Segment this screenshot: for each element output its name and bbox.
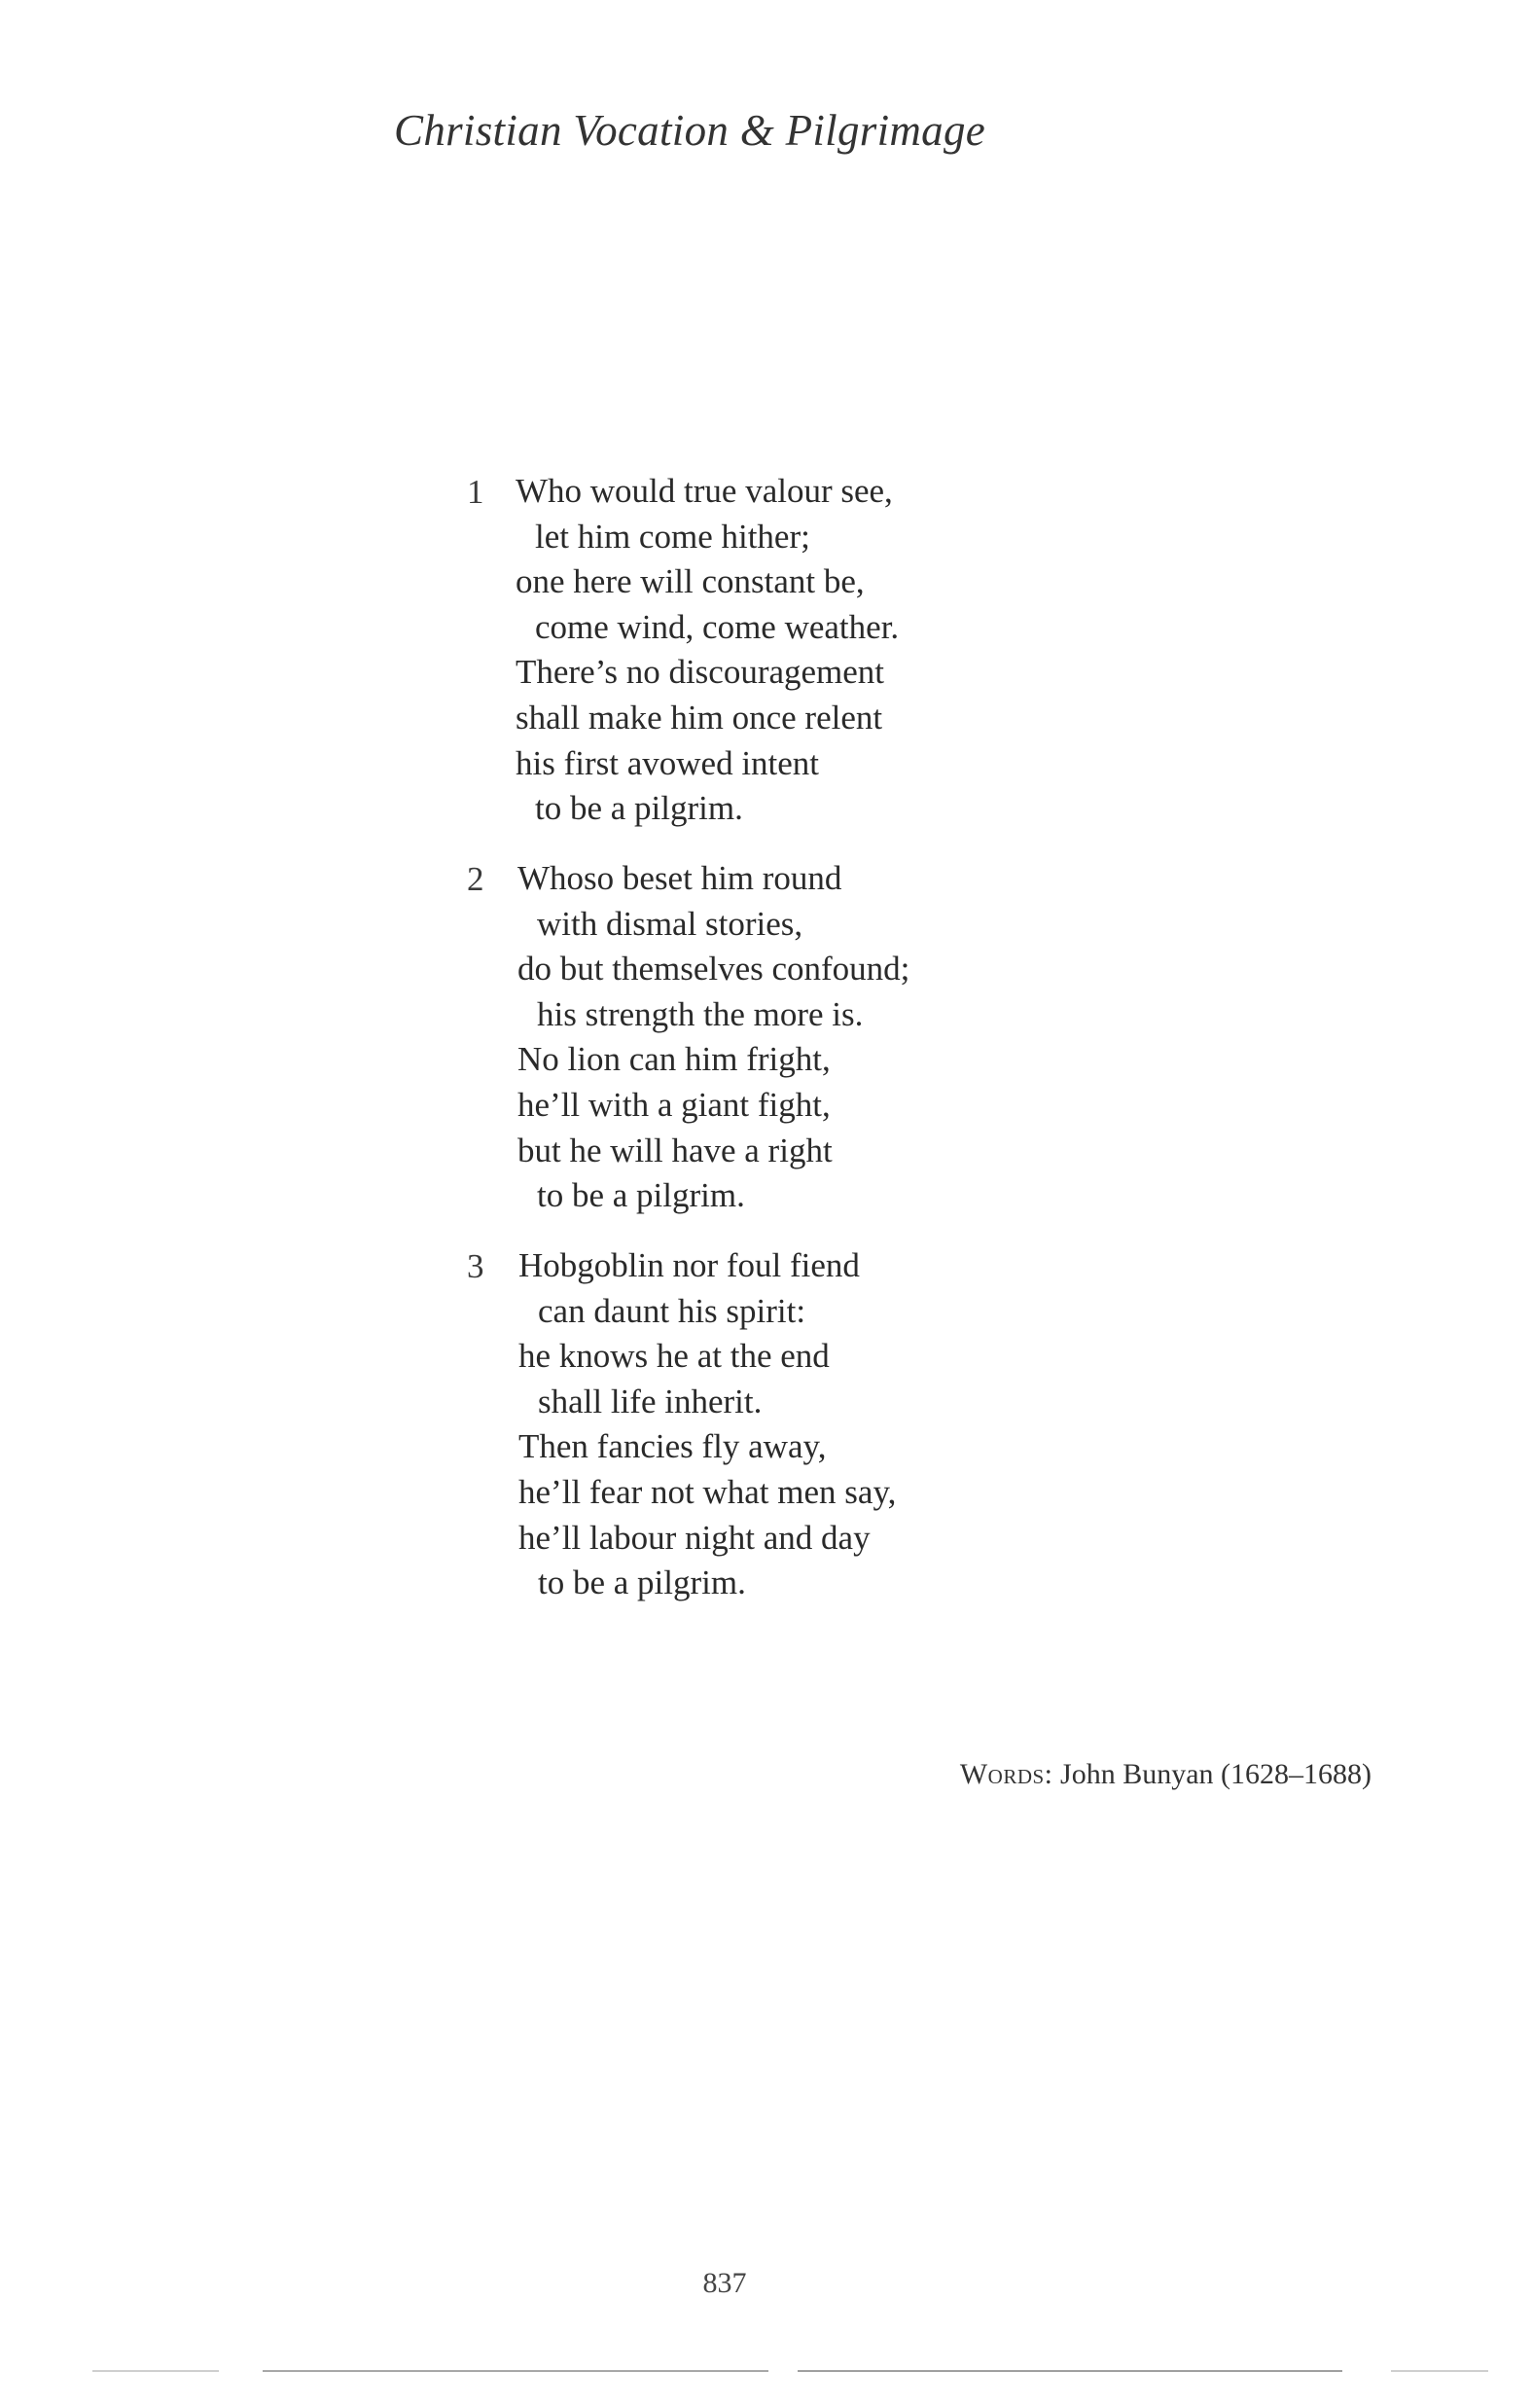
verse-line: he’ll fear not what men say,: [518, 1472, 897, 1511]
verse-lines: [517, 856, 909, 1219]
verse-line: can daunt his spirit:: [538, 1291, 806, 1330]
footer-rule: [798, 2370, 1342, 2372]
verse-line: to be a pilgrim.: [535, 789, 743, 828]
verse-number: 2: [467, 860, 484, 898]
verse-lines: [518, 1243, 896, 1606]
verse-line: he knows he at the end: [518, 1337, 830, 1376]
verse-line: Whoso beset him round: [517, 859, 842, 897]
verse-line: Hobgoblin nor foul fiend: [518, 1246, 860, 1284]
verse-line: one here will constant be,: [516, 562, 865, 601]
verse-line: come wind, come weather.: [535, 607, 900, 646]
verse-line: do but themselves confound;: [517, 950, 910, 988]
attribution-author: John Bunyan (1628–1688): [1060, 1758, 1372, 1790]
page-number: 837: [702, 2267, 747, 2299]
words-attribution: [960, 1758, 1372, 1791]
verse-line: shall life inherit.: [538, 1382, 763, 1420]
verse-line: but he will have a right: [517, 1131, 833, 1169]
footer-rule: [1391, 2370, 1488, 2372]
verse-line: to be a pilgrim.: [538, 1563, 746, 1602]
verse-number: 3: [467, 1247, 484, 1285]
attribution-label: Words:: [959, 1758, 1053, 1790]
verse-line: he’ll with a giant fight,: [517, 1085, 831, 1124]
verse-line: let him come hither;: [535, 517, 810, 556]
page-title: Christian Vocation & Pilgrimage: [394, 106, 986, 155]
verse-line: to be a pilgrim.: [537, 1176, 745, 1215]
footer-rule: [92, 2370, 219, 2372]
verse-line: No lion can him fright,: [517, 1040, 831, 1079]
verse-line: his strength the more is.: [537, 994, 864, 1033]
verse-line: There’s no discouragement: [516, 653, 885, 692]
verse-line: with dismal stories,: [537, 904, 803, 943]
verse-line: Who would true valour see,: [516, 472, 893, 510]
verse-line: Then fancies fly away,: [518, 1427, 827, 1466]
verse-line: shall make him once relent: [516, 698, 883, 737]
verse-lines: [516, 469, 899, 832]
footer-rule: [263, 2370, 768, 2372]
verse-line: his first avowed intent: [516, 743, 820, 782]
verse-number: 1: [467, 473, 484, 511]
verse-line: he’ll labour night and day: [518, 1518, 871, 1557]
